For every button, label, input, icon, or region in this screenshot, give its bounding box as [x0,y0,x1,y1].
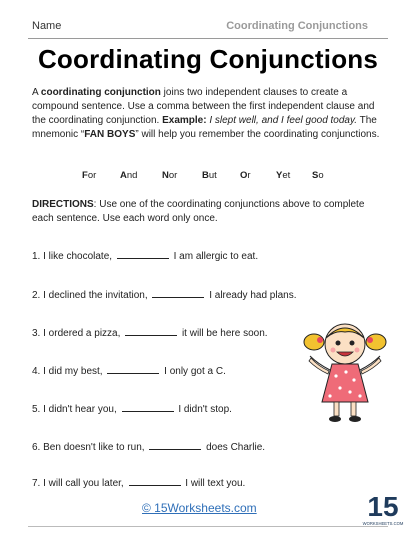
topic-label: Coordinating Conjunctions [226,20,368,32]
answer-blank[interactable] [125,326,177,336]
logo-text: WORKSHEETS.COM [362,521,404,526]
fanboys-word [82,170,96,181]
sentence-item [32,364,332,377]
fanboys-initial: Y [276,170,283,181]
fanboys-word [312,170,324,181]
directions-label: DIRECTIONS [32,199,94,210]
fanboys-rest: et [282,170,291,181]
intro-text-a: A [32,87,41,98]
fanboys-rest: o [318,170,324,181]
footer-divider [28,526,388,527]
sentence-post: I already had plans. [209,290,297,301]
sentence-item [32,249,332,262]
sentence-pre: 5. I didn't hear you, [32,404,117,415]
intro-text-b: joins two independent clauses to create a compound sentence. Use a comma between the first independent clause and the coordinating conjunction. [32,87,375,126]
fanboys-initial: F [82,170,88,181]
intro-term: coordinating conjunction [40,87,161,98]
answer-blank[interactable] [149,440,201,450]
fanboys-initial: B [202,170,209,181]
mnemonic: FAN BOYS [84,129,136,140]
sentence-post: I only got a C. [164,366,226,377]
intro-paragraph [32,86,382,142]
intro-text-d: ” will help you remember the coordinating conjunctions. [135,129,380,140]
sentence-item [32,326,332,339]
example-text: I slept well, and I feel good today. [206,115,358,126]
sentence-post: I am allergic to eat. [173,251,259,262]
directions-text: : Use one of the coordinating conjunctions above to complete each sentence. Use each word only once. [32,199,365,224]
name-label: Name [32,20,62,32]
footer-link[interactable]: © 15Worksheets.com [142,501,257,515]
fanboys-word [202,170,217,181]
fanboys-rest: r [247,170,251,181]
fanboys-word [276,170,290,181]
fanboys-rest: nd [126,170,138,181]
answer-blank[interactable] [152,288,204,298]
intro-text-c: The mnemonic “ [32,115,377,140]
sentence-pre: 7. I will call you later, [32,478,124,489]
name-line [28,16,388,39]
sentence-post: does Charlie. [206,442,266,453]
sentence-post: I will text you. [185,478,246,489]
answer-blank[interactable] [129,476,181,486]
sentence-pre: 4. I did my best, [32,366,103,377]
sentence-pre: 2. I declined the invitation, [32,290,148,301]
sentence-pre: 3. I ordered a pizza, [32,328,121,339]
fanboys-initial: O [240,170,248,181]
fanboys-rest: ut [208,170,217,181]
girl-illustration [300,316,390,426]
worksheets-logo [362,488,404,528]
sentence-pre: 6. Ben doesn't like to run, [32,442,145,453]
page-title: Coordinating Conjunctions [37,44,379,74]
sentence-post: I didn't stop. [178,404,232,415]
logo-number: 15 [367,491,399,522]
answer-blank[interactable] [117,249,169,259]
fanboys-rest: or [168,170,178,181]
sentence-item [32,476,332,489]
fanboys-word [162,170,177,181]
fanboys-row [82,170,332,184]
fanboys-initial: S [312,170,319,181]
fanboys-word [240,170,251,181]
answer-blank[interactable] [122,402,174,412]
sentence-item [32,288,332,301]
fanboys-rest: or [87,170,97,181]
answer-blank[interactable] [107,364,159,374]
fanboys-word [120,170,137,181]
example-label: Example: [162,115,207,126]
sentence-pre: 1. I like chocolate, [32,251,113,262]
sentence-item [32,402,332,415]
fanboys-initial: N [162,170,169,181]
sentence-item [32,440,332,453]
sentence-post: it will be here soon. [181,328,268,339]
directions [32,198,372,226]
fanboys-initial: A [120,170,127,181]
